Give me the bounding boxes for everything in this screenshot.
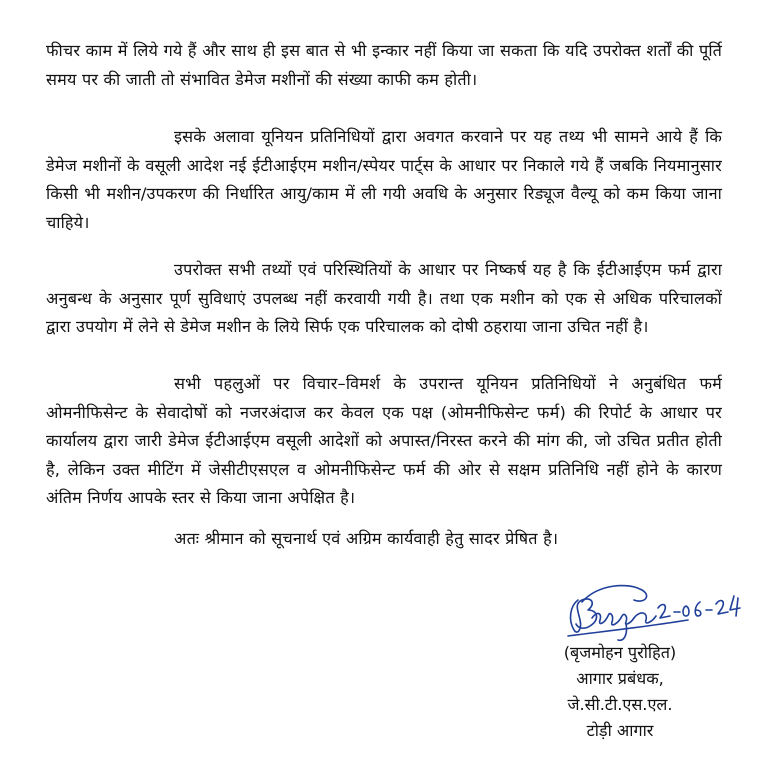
paragraph-1: फीचर काम में लिये गये हैं और साथ ही इस बात से भी इन्कार नहीं किया जा सकता कि यदि उपरोक्त शर्तों की पूर्ति समय पर की जाती तो संभावित डेमेज मशीनों की संख्या काफी कम होती। bbox=[46, 41, 722, 89]
signature-block bbox=[510, 640, 730, 744]
signatory-designation: आगार प्रबंधक, bbox=[576, 669, 664, 688]
paragraph-4: सभी पहलुओं पर विचार–विमर्श के उपरान्त यूनियन प्रतिनिधियों ने अनुबंधित फर्म ओमनीफिसेन्ट के सेवादोषों को नजरअंदाज कर केवल एक पक्ष (ओमनीफिसेन्ट फर्म) की रिपोर्ट के आधार पर कार्यालय द्वारा जारी डेमेज ईटीआईएम वसूली आदेशों को अपास्त/निरस्त करने की मांग की, जो उचित प्रतीत होती है, लेकिन उक्त मीटिंग में जेसीटीएसएल व ओमनीफिसेन्ट फर्म की ओर से सक्षम प्रतिनिधि नहीं होने के कारण अंतिम निर्णय आपके स्तर से किया जाना अपेक्षित है। bbox=[46, 374, 723, 507]
signatory-depot: टोड़ी आगार bbox=[586, 721, 654, 740]
paragraph-3: उपरोक्त सभी तथ्यों एवं परिस्थितियों के आधार पर निष्कर्ष यह है कि ईटीआईएम फर्म द्वारा अनुबन्ध के अनुसार पूर्ण सुविधाएं उपलब्ध नहीं करवायी गयी है। तथा एक मशीन को एक से अधिक परिचालकों द्वारा उपयोग में लेने से डेमेज मशीन के लिये सिर्फ एक परिचालक को दोषी ठहराया जाना उचित नहीं है। bbox=[46, 260, 722, 336]
signatory-name: (बृजमोहन पुरोहित) bbox=[563, 643, 677, 662]
signatory-organization: जे.सी.टी.एस.एल. bbox=[567, 695, 673, 714]
closing-line: अतः श्रीमान को सूचनार्थ एवं अग्रिम कार्यवाही हेतु सादर प्रेषित है। bbox=[174, 529, 559, 548]
paragraph-2: इसके अलावा यूनियन प्रतिनिधियों द्वारा अवगत करवाने पर यह तथ्य भी सामने आये हैं कि डेमेज मशीनों के वसूली आदेश नई ईटीआईएम मशीन/स्पेयर पार्ट्स के आधार पर निकाले गये हैं जबकि नियमानुसार किसी भी मशीन/उपकरण की निर्धारित आयु/काम में ली गयी अवधि के अनुसार रिड्यूज वैल्यू को कम किया जाना चाहिये। bbox=[46, 127, 722, 232]
